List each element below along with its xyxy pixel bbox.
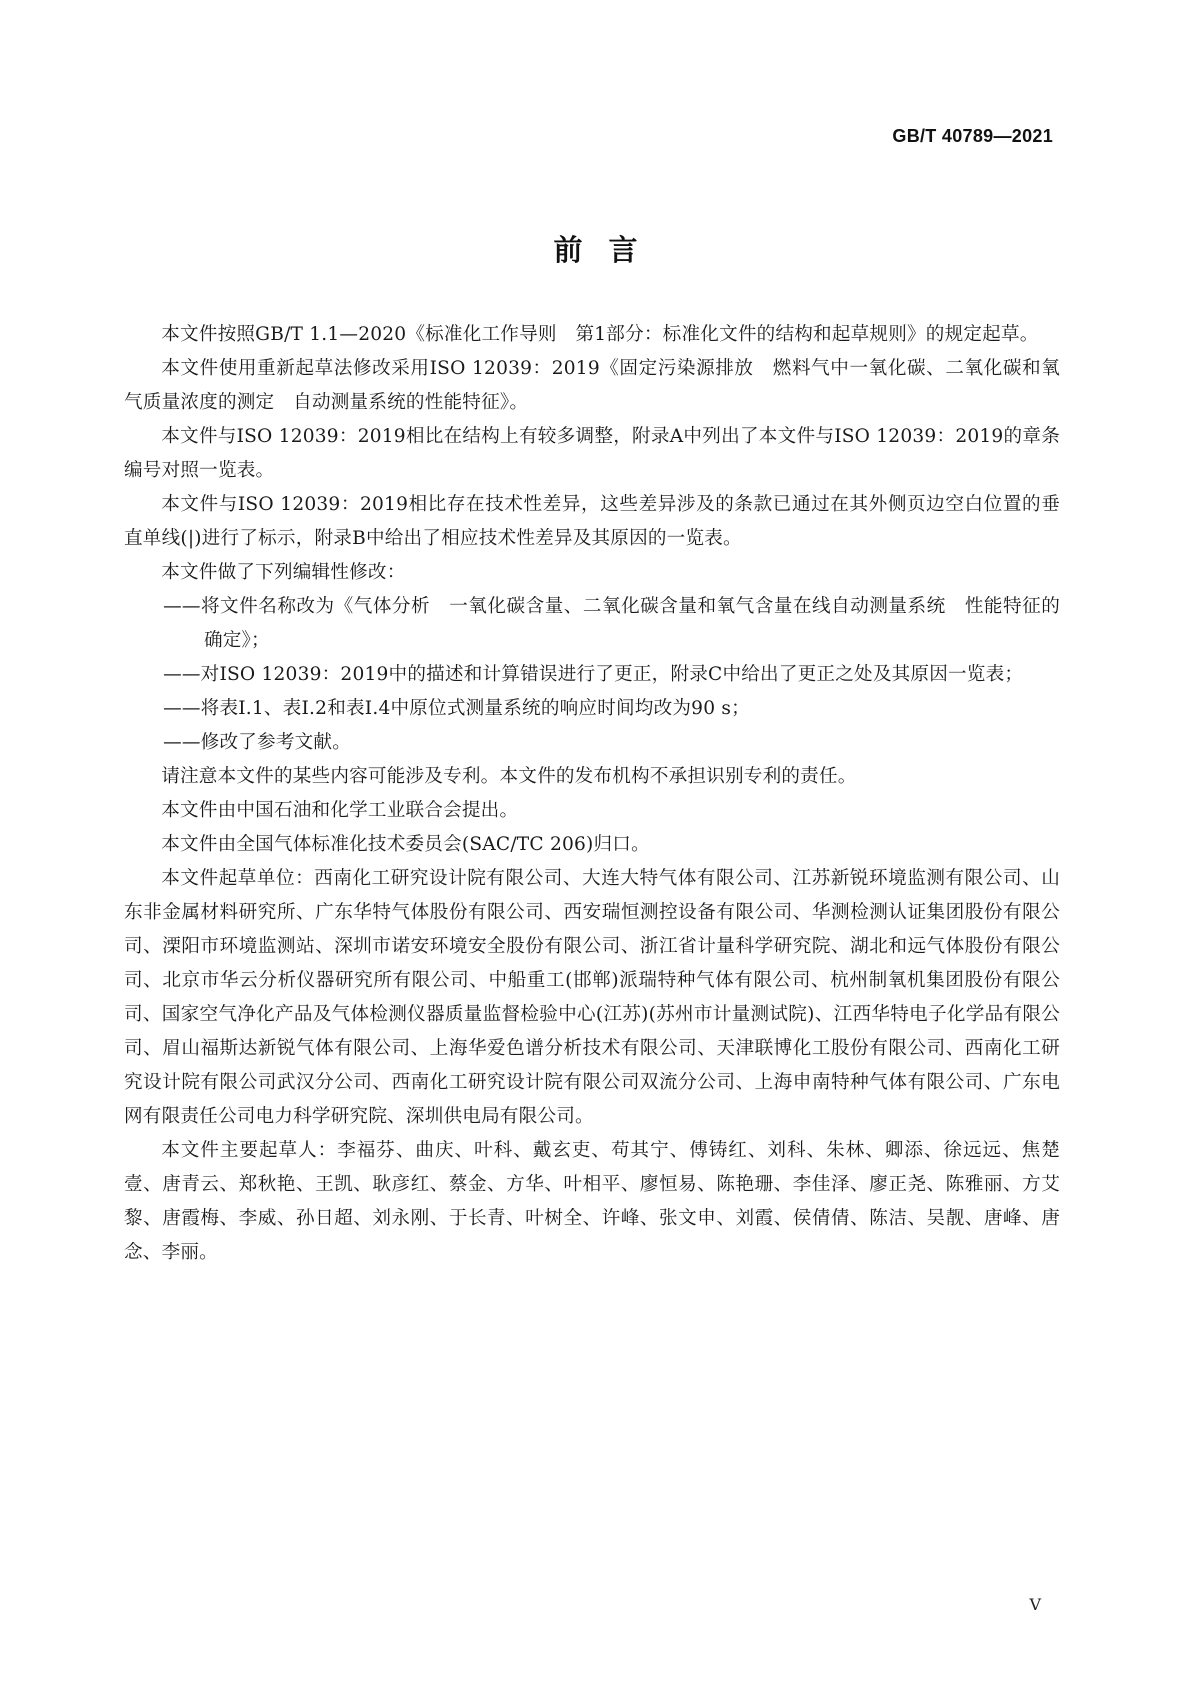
list-item: ——对ISO 12039：2019中的描述和计算错误进行了更正，附录C中给出了更正之处及其原因一览表； <box>163 664 1024 685</box>
paragraph-patent-notice: 请注意本文件的某些内容可能涉及专利。本文件的发布机构不承担识别专利的责任。 <box>161 766 857 787</box>
list-item: ——将表I.1、表I.2和表I.4中原位式测量系统的响应时间均改为90 s； <box>163 698 750 719</box>
paragraph-editorial-intro: 本文件做了下列编辑性修改： <box>161 562 406 583</box>
page-title: 前言 <box>553 233 664 267</box>
paragraph-drafters: 本文件主要起草人：李福芬、曲庆、叶科、戴玄吏、苟其宁、傅铸红、刘科、朱林、卿添、徐远远、焦楚壹、唐青云、郑秋艳、王凯、耿彦红、蔡金、方华、叶相平、廖恒易、陈艳珊、李佳泽、廖正尧、陈雅丽、方艾黎、唐霞梅、李威、孙日超、刘永刚、于长青、叶树全、许峰、张文申、刘霞、侯倩倩、陈洁、吴靓、唐峰、唐念、李丽。 <box>124 1140 1060 1263</box>
paragraph-structure: 本文件与ISO 12039：2019相比在结构上有较多调整，附录A中列出了本文件与ISO 12039：2019的章条编号对照一览表。 <box>124 426 1060 481</box>
standard-code: GB/T 40789—2021 <box>892 126 1053 146</box>
foreword-body <box>124 318 1060 1270</box>
paragraph-drafting-units: 本文件起草单位：西南化工研究设计院有限公司、大连大特气体有限公司、江苏新锐环境监测有限公司、山东非金属材料研究所、广东华特气体股份有限公司、西安瑞恒测控设备有限公司、华测检测认证集团股份有限公司、溧阳市环境监测站、深圳市诺安环境安全股份有限公司、浙江省计量科学研究院、湖北和远气体股份有限公司、北京市华云分析仪器研究所有限公司、中船重工(邯郸)派瑞特种气体有限公司、杭州制氧机集团股份有限公司、国家空气净化产品及气体检测仪器质量监督检验中心(江苏)(苏州市计量测试院)、江西华特电子化学品有限公司、眉山福斯达新锐气体有限公司、上海华爱色谱分析技术有限公司、天津联博化工股份有限公司、西南化工研究设计院有限公司武汉分公司、西南化工研究设计院有限公司双流分公司、上海申南特种气体有限公司、广东电网有限责任公司电力科学研究院、深圳供电局有限公司。 <box>124 868 1060 1127</box>
paragraph-basis: 本文件按照GB/T 1.1—2020《标准化工作导则 第1部分：标准化文件的结构和起草规则》的规定起草。 <box>161 324 1039 345</box>
list-item: ——修改了参考文献。 <box>163 732 352 753</box>
paragraph-proposer: 本文件由中国石油和化学工业联合会提出。 <box>161 800 519 821</box>
list-item: ——将文件名称改为《气体分析 一氧化碳含量、二氧化碳含量和氧气含量在线自动测量系统 性能特征的确定》； <box>163 596 1060 651</box>
paragraph-centralized: 本文件由全国气体标准化技术委员会(SAC/TC 206)归口。 <box>161 834 650 855</box>
paragraph-adoption: 本文件使用重新起草法修改采用ISO 12039：2019《固定污染源排放 燃料气中一氧化碳、二氧化碳和氧气质量浓度的测定 自动测量系统的性能特征》。 <box>124 358 1060 413</box>
page-number: V <box>1029 1595 1041 1614</box>
paragraph-technical-differences: 本文件与ISO 12039：2019相比存在技术性差异，这些差异涉及的条款已通过在其外侧页边空白位置的垂直单线(|)进行了标示，附录B中给出了相应技术性差异及其原因的一览表。 <box>124 494 1060 549</box>
